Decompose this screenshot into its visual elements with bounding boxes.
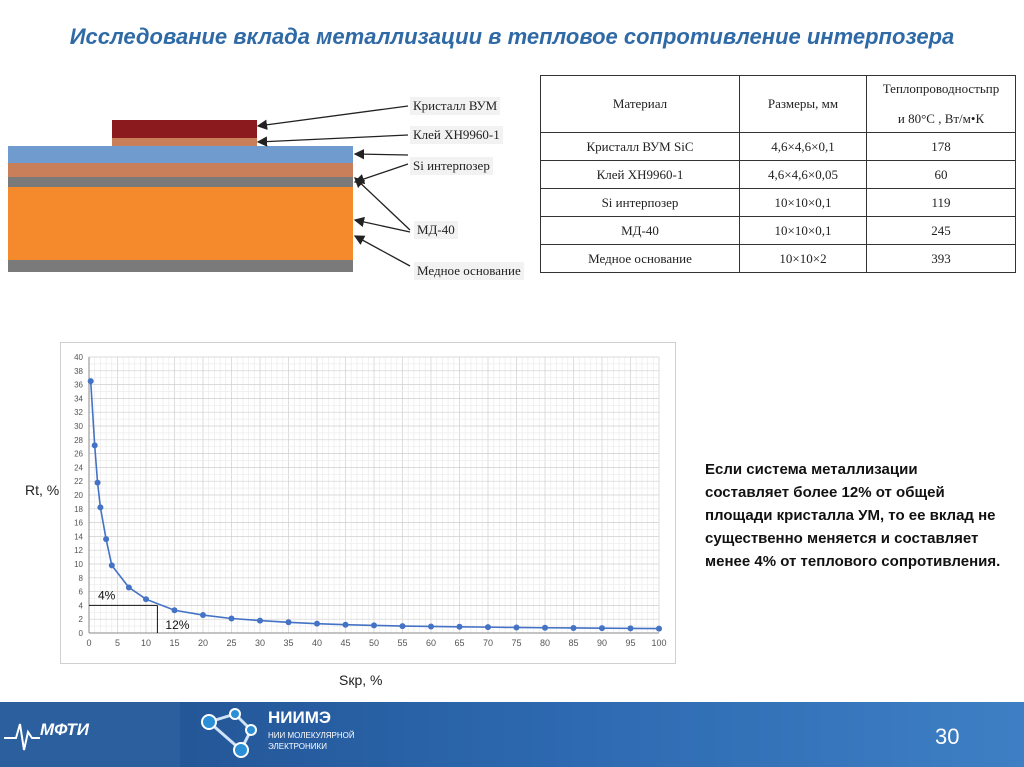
x-tick-label: 95 — [625, 638, 636, 648]
y-tick-label: 38 — [74, 366, 83, 376]
data-point — [400, 623, 406, 629]
x-tick-label: 20 — [197, 638, 209, 648]
cell-material: МД-40 — [541, 217, 740, 245]
x-tick-label: 40 — [311, 638, 323, 648]
data-point — [97, 504, 103, 510]
molecule-icon — [195, 702, 265, 767]
data-point — [172, 607, 178, 613]
data-point — [200, 612, 206, 618]
table-row — [541, 161, 1016, 189]
data-point — [95, 480, 101, 486]
cell-conductivity: 119 — [867, 189, 1016, 217]
x-tick-label: 35 — [283, 638, 294, 648]
data-point — [109, 562, 115, 568]
header-size: Размеры, мм — [740, 76, 867, 133]
table-row — [541, 245, 1016, 273]
x-tick-label: 15 — [169, 638, 180, 648]
data-point — [126, 584, 132, 590]
y-tick-label: 22 — [74, 477, 83, 487]
table-row — [541, 217, 1016, 245]
data-point — [628, 625, 634, 631]
x-tick-label: 55 — [397, 638, 408, 648]
data-point — [571, 625, 577, 631]
cell-material: Клей ХН9960-1 — [541, 161, 740, 189]
niime-subtitle-line2: ЭЛЕКТРОНИКИ — [268, 742, 327, 751]
table-row — [541, 189, 1016, 217]
x-tick-label: 80 — [539, 638, 551, 648]
cell-conductivity: 178 — [867, 133, 1016, 161]
cell-size: 4,6×4,6×0,1 — [740, 133, 867, 161]
y-tick-label: 14 — [74, 532, 83, 542]
label-md40: МД-40 — [414, 221, 458, 239]
y-tick-label: 0 — [78, 629, 83, 638]
header-material: Материал — [541, 76, 740, 133]
niime-logo-text: НИИМЭ — [268, 708, 331, 727]
mfti-logo-text: МФТИ — [40, 720, 89, 739]
chart-frame — [25, 342, 676, 688]
data-point — [457, 624, 463, 630]
y-axis-label: Rt, % — [25, 482, 60, 498]
cell-conductivity: 60 — [867, 161, 1016, 189]
x-tick-label: 85 — [568, 638, 579, 648]
data-point — [514, 624, 520, 630]
x-tick-label: 100 — [651, 638, 667, 648]
data-point — [599, 625, 605, 631]
y-tick-label: 24 — [74, 463, 83, 473]
marker-y-label: 4% — [98, 588, 116, 603]
data-point — [343, 622, 349, 628]
cell-material: Si интерпозер — [541, 189, 740, 217]
y-tick-label: 20 — [74, 491, 83, 500]
header-conductivity-line2: и 80°С , Вт/м•К — [897, 111, 985, 126]
x-tick-label: 45 — [340, 638, 351, 648]
mfti-pulse-icon — [2, 702, 42, 767]
data-point — [286, 619, 292, 625]
label-si: Si интерпозер — [410, 157, 493, 175]
data-point — [485, 624, 491, 630]
table-header-row — [541, 76, 1016, 133]
x-tick-label: 60 — [425, 638, 437, 648]
label-crystal: Кристалл ВУМ — [410, 97, 500, 115]
data-point — [428, 623, 434, 629]
header-conductivity-line1: Теплопроводностьпр — [882, 81, 1000, 96]
data-point — [257, 618, 263, 624]
cell-size: 10×10×0,1 — [740, 189, 867, 217]
x-tick-label: 30 — [254, 638, 266, 648]
cell-material: Медное основание — [541, 245, 740, 273]
y-tick-label: 36 — [74, 380, 83, 390]
cell-conductivity: 245 — [867, 217, 1016, 245]
layer-stack-diagram — [0, 60, 545, 290]
y-tick-label: 6 — [78, 587, 83, 597]
table-row — [541, 133, 1016, 161]
y-tick-label: 30 — [74, 422, 83, 431]
x-tick-label: 75 — [511, 638, 522, 648]
data-point — [92, 442, 98, 448]
footer-bar — [0, 702, 1024, 767]
x-tick-label: 50 — [368, 638, 380, 648]
data-point — [542, 625, 548, 631]
data-point — [371, 622, 377, 628]
mfti-logo — [0, 702, 180, 767]
x-tick-label: 0 — [86, 638, 92, 648]
y-tick-label: 34 — [74, 394, 83, 404]
x-tick-label: 70 — [482, 638, 494, 648]
conclusion-text: Если система металлизации составляет более 12% от общей площади кристалла УМ, то ее вклад не существенно меняется и составляет менее 4% от теплового сопротивления. — [705, 461, 1001, 570]
cell-size: 4,6×4,6×0,05 — [740, 161, 867, 189]
cell-material: Кристалл ВУМ SiC — [541, 133, 740, 161]
x-tick-label: 10 — [140, 638, 152, 648]
label-copper: Медное основание — [414, 262, 524, 280]
y-tick-label: 10 — [74, 560, 83, 569]
data-point — [229, 616, 235, 622]
data-point — [656, 626, 662, 632]
y-tick-label: 26 — [74, 449, 83, 459]
page-number: 30 — [935, 724, 960, 749]
data-point — [88, 378, 94, 384]
header-conductivity — [867, 76, 1016, 133]
slide-title: Исследование вклада металлизации в тепловое сопротивление интерпозера — [69, 24, 955, 49]
materials-table — [540, 75, 1016, 273]
rt-vs-skr-chart — [25, 343, 675, 688]
y-tick-label: 16 — [74, 518, 83, 528]
y-tick-label: 18 — [74, 504, 83, 514]
data-point — [103, 536, 109, 542]
x-tick-label: 65 — [454, 638, 465, 648]
label-glue: Клей ХН9960-1 — [410, 126, 503, 144]
y-tick-label: 8 — [78, 573, 83, 583]
marker-x-label: 12% — [165, 618, 190, 632]
y-tick-label: 2 — [78, 615, 83, 625]
x-axis-label: Sкр, % — [339, 672, 383, 688]
y-tick-label: 32 — [74, 408, 83, 418]
niime-subtitle-line1: НИИ МОЛЕКУЛЯРНОЙ — [268, 731, 355, 740]
cell-conductivity: 393 — [867, 245, 1016, 273]
y-tick-label: 4 — [78, 601, 83, 611]
x-tick-label: 5 — [114, 638, 121, 648]
y-tick-label: 12 — [74, 546, 83, 556]
y-tick-label: 28 — [74, 435, 83, 445]
data-point — [143, 596, 149, 602]
cell-size: 10×10×2 — [740, 245, 867, 273]
data-point — [314, 621, 320, 627]
cell-size: 10×10×0,1 — [740, 217, 867, 245]
x-tick-label: 90 — [596, 638, 608, 648]
x-tick-label: 25 — [226, 638, 237, 648]
callout-arrows — [0, 60, 545, 290]
y-tick-label: 40 — [74, 353, 83, 362]
